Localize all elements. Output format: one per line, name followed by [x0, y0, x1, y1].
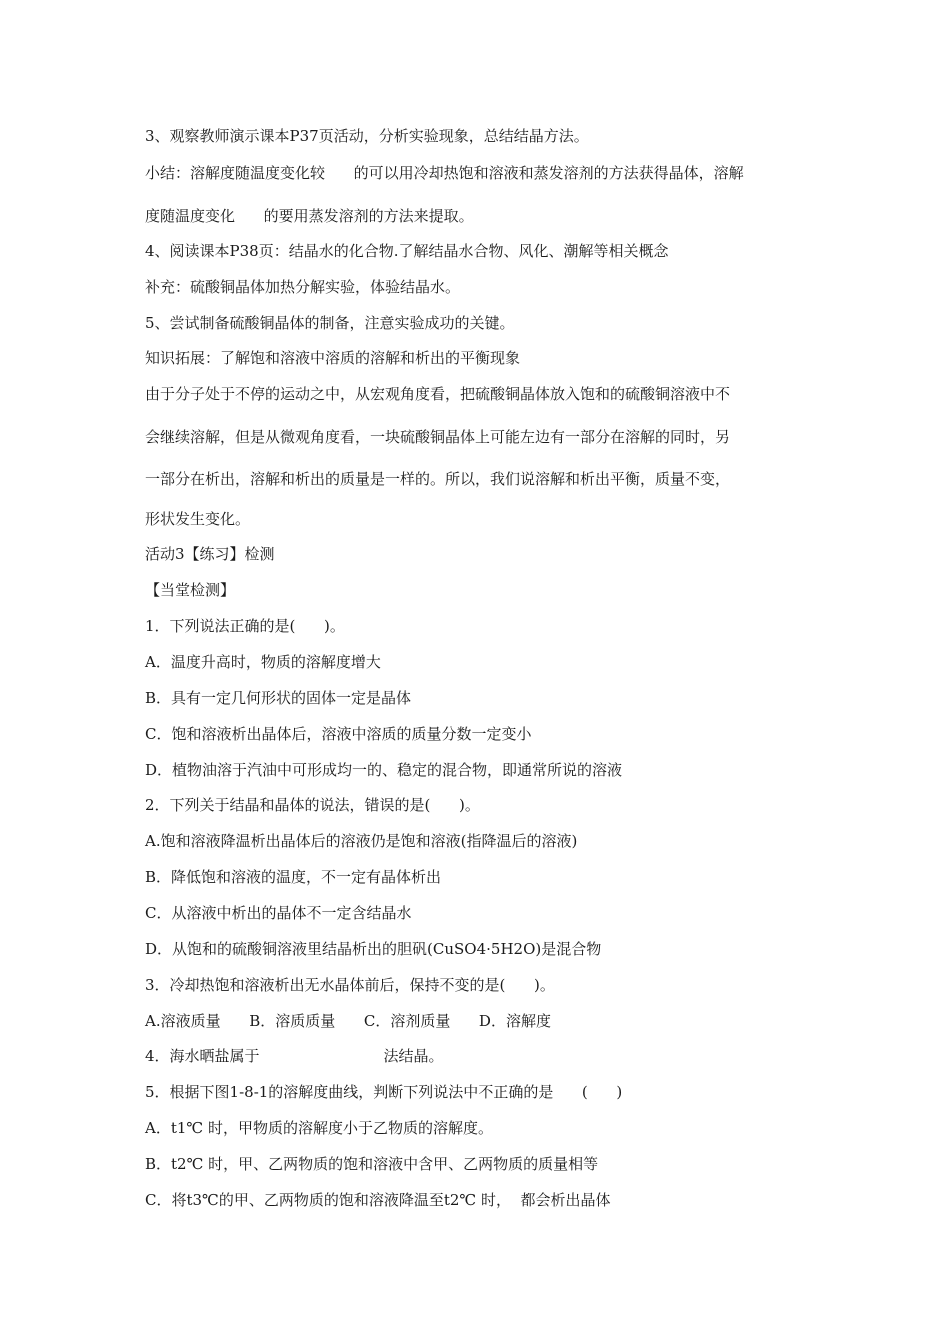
text-line: 3．冷却热饱和溶液析出无水晶体前后，保持不变的是( )。 [145, 976, 555, 994]
text-line: A．温度升高时，物质的溶解度增大 [145, 653, 381, 671]
text-line: 5、尝试制备硫酸铜晶体的制备，注意实验成功的关键。 [145, 314, 515, 332]
text-line: 小结：溶解度随温度变化较 的可以用冷却热饱和溶液和蒸发溶剂的方法获得晶体，溶解 [145, 164, 744, 182]
text-line: B．t2℃ 时，甲、乙两物质的饱和溶液中含甲、乙两物质的质量相等 [145, 1155, 599, 1173]
text-line: C．将t3℃的甲、乙两物质的饱和溶液降温至t2℃ 时， 都会析出晶体 [145, 1191, 611, 1209]
text-line: 活动3【练习】检测 [145, 545, 275, 563]
text-line: D．从饱和的硫酸铜溶液里结晶析出的胆矾(CuSO4·5H2O)是混合物 [145, 940, 602, 958]
text-line: 1．下列说法正确的是( )。 [145, 617, 345, 635]
text-line: 3、观察教师演示课本P37页活动，分析实验现象，总结结晶方法。 [145, 127, 589, 145]
text-line: 度随温度变化 的要用蒸发溶剂的方法来提取。 [145, 207, 474, 225]
text-line: 会继续溶解，但是从微观角度看，一块硫酸铜晶体上可能左边有一部分在溶解的同时，另 [145, 428, 731, 446]
text-line: 2．下列关于结晶和晶体的说法，错误的是( )。 [145, 796, 480, 814]
text-line: 补充：硫酸铜晶体加热分解实验，体验结晶水。 [145, 278, 461, 296]
text-line: 5．根据下图1-8-1的溶解度曲线，判断下列说法中不正确的是 ( ) [145, 1083, 623, 1101]
text-line: A．t1℃ 时，甲物质的溶解度小于乙物质的溶解度。 [145, 1119, 493, 1137]
text-line: 4、阅读课本P38页：结晶水的化合物.了解结晶水合物、风化、潮解等相关概念 [145, 242, 669, 260]
text-line: B．具有一定几何形状的固体一定是晶体 [145, 689, 412, 707]
text-line: 【当堂检测】 [145, 581, 236, 599]
text-line: A.饱和溶液降温析出晶体后的溶液仍是饱和溶液(指降温后的溶液) [145, 832, 578, 850]
text-line: B．降低饱和溶液的温度，不一定有晶体析出 [145, 868, 442, 886]
text-line: 4．海水晒盐属于 法结晶。 [145, 1047, 444, 1065]
text-line: C．从溶液中析出的晶体不一定含结晶水 [145, 904, 412, 922]
text-line: C．饱和溶液析出晶体后，溶液中溶质的质量分数一定变小 [145, 725, 532, 743]
text-line: 形状发生变化。 [145, 510, 251, 528]
text-line: D．植物油溶于汽油中可形成均一的、稳定的混合物，即通常所说的溶液 [145, 761, 623, 779]
text-line: 知识拓展：了解饱和溶液中溶质的溶解和析出的平衡现象 [145, 349, 521, 367]
text-line: 一部分在析出，溶解和析出的质量是一样的。所以，我们说溶解和析出平衡，质量不变， [145, 470, 731, 488]
text-line: 由于分子处于不停的运动之中，从宏观角度看，把硫酸铜晶体放入饱和的硫酸铜溶液中不 [145, 385, 731, 403]
text-line: A.溶液质量 B．溶质质量 C．溶剂质量 D．溶解度 [145, 1012, 551, 1030]
